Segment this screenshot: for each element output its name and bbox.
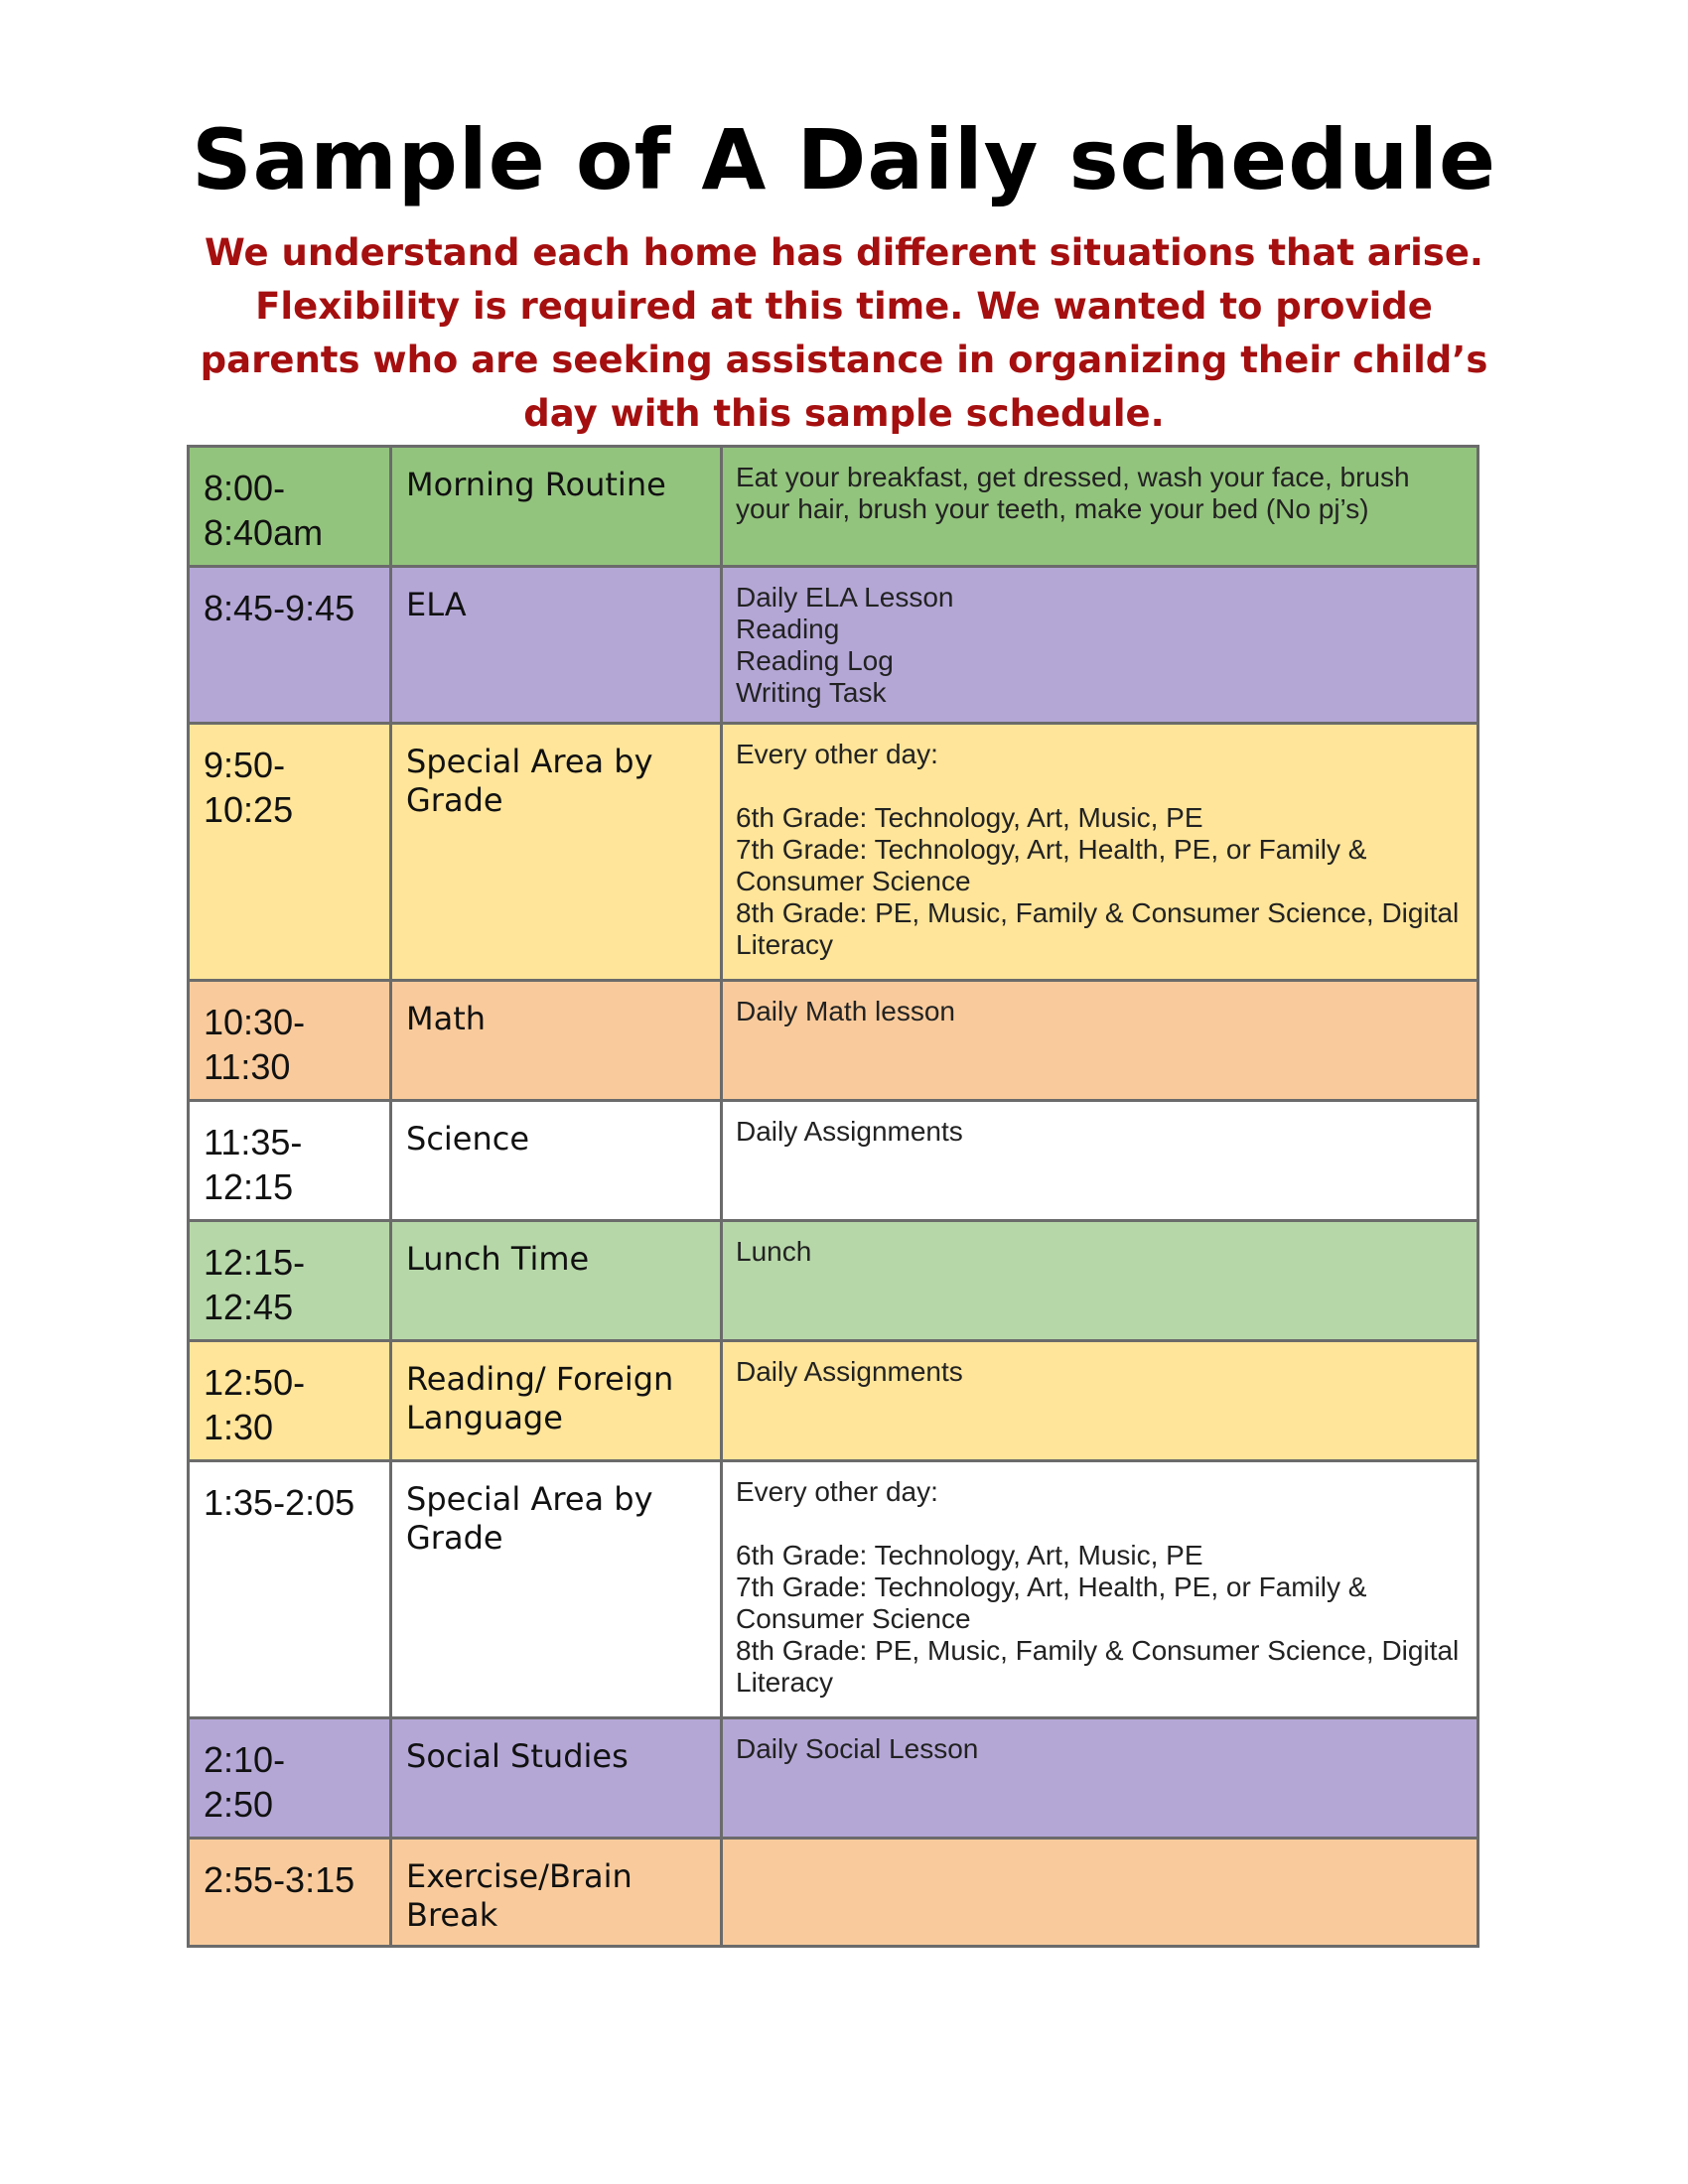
details-cell: Daily ELA Lesson Reading Reading Log Writing Task: [722, 567, 1478, 724]
time-cell: 8:00- 8:40am: [189, 447, 391, 567]
time-cell: 10:30- 11:30: [189, 981, 391, 1101]
time-cell: 1:35-2:05: [189, 1461, 391, 1718]
page-title: Sample of A Daily schedule: [192, 111, 1496, 208]
subject-cell: Morning Routine: [391, 447, 722, 567]
schedule-row: [189, 567, 1478, 724]
schedule-row: [189, 1341, 1478, 1461]
schedule-row: [189, 447, 1478, 567]
intro-paragraph: We understand each home has different situations that arise. Flexibility is required at this time. We wanted to provide parents who are seeking assistance in organizing their child’s day with this sample schedule.: [200, 231, 1488, 435]
subject-cell: Lunch Time: [391, 1221, 722, 1341]
details-cell: Daily Math lesson: [722, 981, 1478, 1101]
schedule-body: [189, 447, 1478, 1947]
details-cell: Eat your breakfast, get dressed, wash your face, brush your hair, brush your teeth, make your bed (No pj’s): [722, 447, 1478, 567]
schedule-row: [189, 1461, 1478, 1718]
schedule-row: [189, 724, 1478, 981]
time-cell: 2:10- 2:50: [189, 1718, 391, 1839]
time-cell: 2:55-3:15: [189, 1839, 391, 1947]
subject-cell: Special Area by Grade: [391, 724, 722, 981]
schedule-row: [189, 981, 1478, 1101]
details-cell: Daily Assignments: [722, 1341, 1478, 1461]
subject-cell: ELA: [391, 567, 722, 724]
subject-cell: Special Area by Grade: [391, 1461, 722, 1718]
schedule-row: [189, 1718, 1478, 1839]
subject-cell: Science: [391, 1101, 722, 1221]
schedule-row: [189, 1101, 1478, 1221]
time-cell: 12:15- 12:45: [189, 1221, 391, 1341]
details-cell: Every other day: 6th Grade: Technology, Art, Music, PE 7th Grade: Technology, Art, Health, PE, or Family & Consumer Science 8th Grade: PE, Music, Family & Consumer Science, Digital Literacy: [722, 1461, 1478, 1718]
schedule-table: [187, 445, 1479, 1948]
schedule-row: [189, 1221, 1478, 1341]
details-cell: Lunch: [722, 1221, 1478, 1341]
time-cell: 8:45-9:45: [189, 567, 391, 724]
time-cell: 9:50- 10:25: [189, 724, 391, 981]
time-cell: 12:50- 1:30: [189, 1341, 391, 1461]
subject-cell: Exercise/Brain Break: [391, 1839, 722, 1947]
time-cell: 11:35- 12:15: [189, 1101, 391, 1221]
subject-cell: Math: [391, 981, 722, 1101]
details-cell: [722, 1839, 1478, 1947]
schedule-row: [189, 1839, 1478, 1947]
details-cell: Every other day: 6th Grade: Technology, Art, Music, PE 7th Grade: Technology, Art, Health, PE, or Family & Consumer Science 8th Grade: PE, Music, Family & Consumer Science, Digital Literacy: [722, 724, 1478, 981]
subject-cell: Reading/ Foreign Language: [391, 1341, 722, 1461]
subject-cell: Social Studies: [391, 1718, 722, 1839]
details-cell: Daily Social Lesson: [722, 1718, 1478, 1839]
details-cell: Daily Assignments: [722, 1101, 1478, 1221]
